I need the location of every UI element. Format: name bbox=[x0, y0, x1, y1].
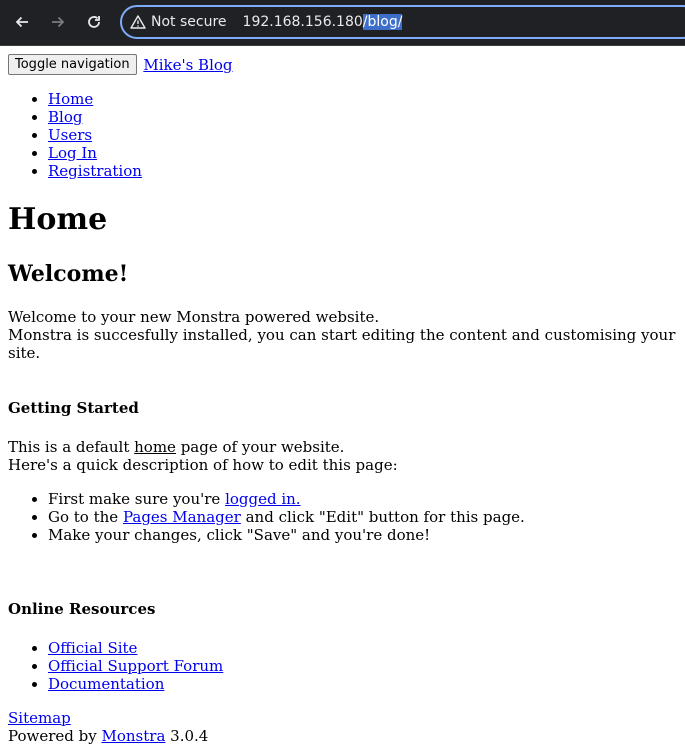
nav-item-home bbox=[48, 90, 142, 108]
arrow-left-icon bbox=[14, 14, 30, 30]
footer bbox=[8, 709, 208, 745]
nav-item-login bbox=[48, 144, 142, 162]
step-item bbox=[48, 508, 525, 526]
resource-item bbox=[48, 657, 223, 675]
gs-line1-post: page of your website. bbox=[175, 438, 345, 456]
nav-link-login[interactable]: Log In bbox=[48, 144, 97, 162]
url-path-selected: /blog/ bbox=[362, 14, 403, 30]
step3-text: Make your changes, click "Save" and you're done! bbox=[48, 526, 431, 544]
toggle-navigation-button[interactable]: Toggle navigation bbox=[8, 54, 137, 75]
forward-button[interactable] bbox=[44, 8, 72, 36]
nav-item-users bbox=[48, 126, 142, 144]
step1-text: First make sure you're bbox=[48, 490, 226, 508]
support-forum-link[interactable]: Official Support Forum bbox=[48, 657, 224, 675]
pages-manager-link[interactable]: Pages Manager bbox=[122, 508, 241, 526]
step-item bbox=[48, 490, 525, 508]
gs-line-2: Here's a quick description of how to edit this page: bbox=[8, 456, 398, 474]
documentation-link[interactable]: Documentation bbox=[48, 675, 165, 693]
reload-button[interactable] bbox=[80, 8, 108, 36]
gs-line1-pre: This is a default bbox=[8, 438, 135, 456]
nav-link-home[interactable]: Home bbox=[48, 90, 94, 108]
getting-started-paragraph bbox=[8, 438, 398, 474]
welcome-line-1: Welcome to your new Monstra powered website. bbox=[8, 308, 380, 326]
nav-link-users[interactable]: Users bbox=[48, 126, 93, 144]
nav-item-registration bbox=[48, 162, 142, 180]
step2-post-text: and click "Edit" button for this page. bbox=[240, 508, 525, 526]
nav-link-registration[interactable]: Registration bbox=[48, 162, 142, 180]
page-title: Home bbox=[8, 202, 108, 237]
warning-icon bbox=[130, 14, 146, 30]
sitemap-link[interactable]: Sitemap bbox=[8, 709, 71, 727]
browser-toolbar bbox=[0, 0, 685, 46]
online-resources-heading: Online Resources bbox=[8, 600, 156, 618]
getting-started-heading: Getting Started bbox=[8, 399, 139, 417]
official-site-link[interactable]: Official Site bbox=[48, 639, 138, 657]
url-text[interactable] bbox=[243, 13, 403, 31]
logged-in-link[interactable]: logged in. bbox=[225, 490, 301, 508]
reload-icon bbox=[86, 14, 102, 30]
welcome-paragraph bbox=[8, 308, 685, 362]
step2-text: Go to the bbox=[48, 508, 123, 526]
home-highlight: home bbox=[134, 438, 176, 456]
address-bar[interactable] bbox=[120, 5, 685, 39]
security-status[interactable]: Not secure bbox=[151, 14, 227, 30]
monstra-link[interactable]: Monstra bbox=[101, 727, 166, 745]
nav-menu bbox=[8, 90, 142, 180]
step-item bbox=[48, 526, 525, 544]
arrow-right-icon bbox=[50, 14, 66, 30]
steps-list bbox=[8, 490, 525, 544]
welcome-heading: Welcome! bbox=[8, 261, 129, 287]
navbar bbox=[8, 54, 233, 75]
resources-list bbox=[8, 639, 223, 693]
nav-item-blog bbox=[48, 108, 142, 126]
resource-item bbox=[48, 675, 223, 693]
url-host: 192.168.156.180 bbox=[242, 14, 363, 30]
resource-item bbox=[48, 639, 223, 657]
version-text: 3.0.4 bbox=[165, 727, 209, 745]
brand-link[interactable]: Mike's Blog bbox=[143, 55, 233, 74]
powered-by-text: Powered by bbox=[8, 727, 102, 745]
back-button[interactable] bbox=[8, 8, 36, 36]
nav-link-blog[interactable]: Blog bbox=[48, 108, 83, 126]
welcome-line-2: Monstra is succesfully installed, you can start editing the content and customising your site. bbox=[8, 326, 676, 362]
